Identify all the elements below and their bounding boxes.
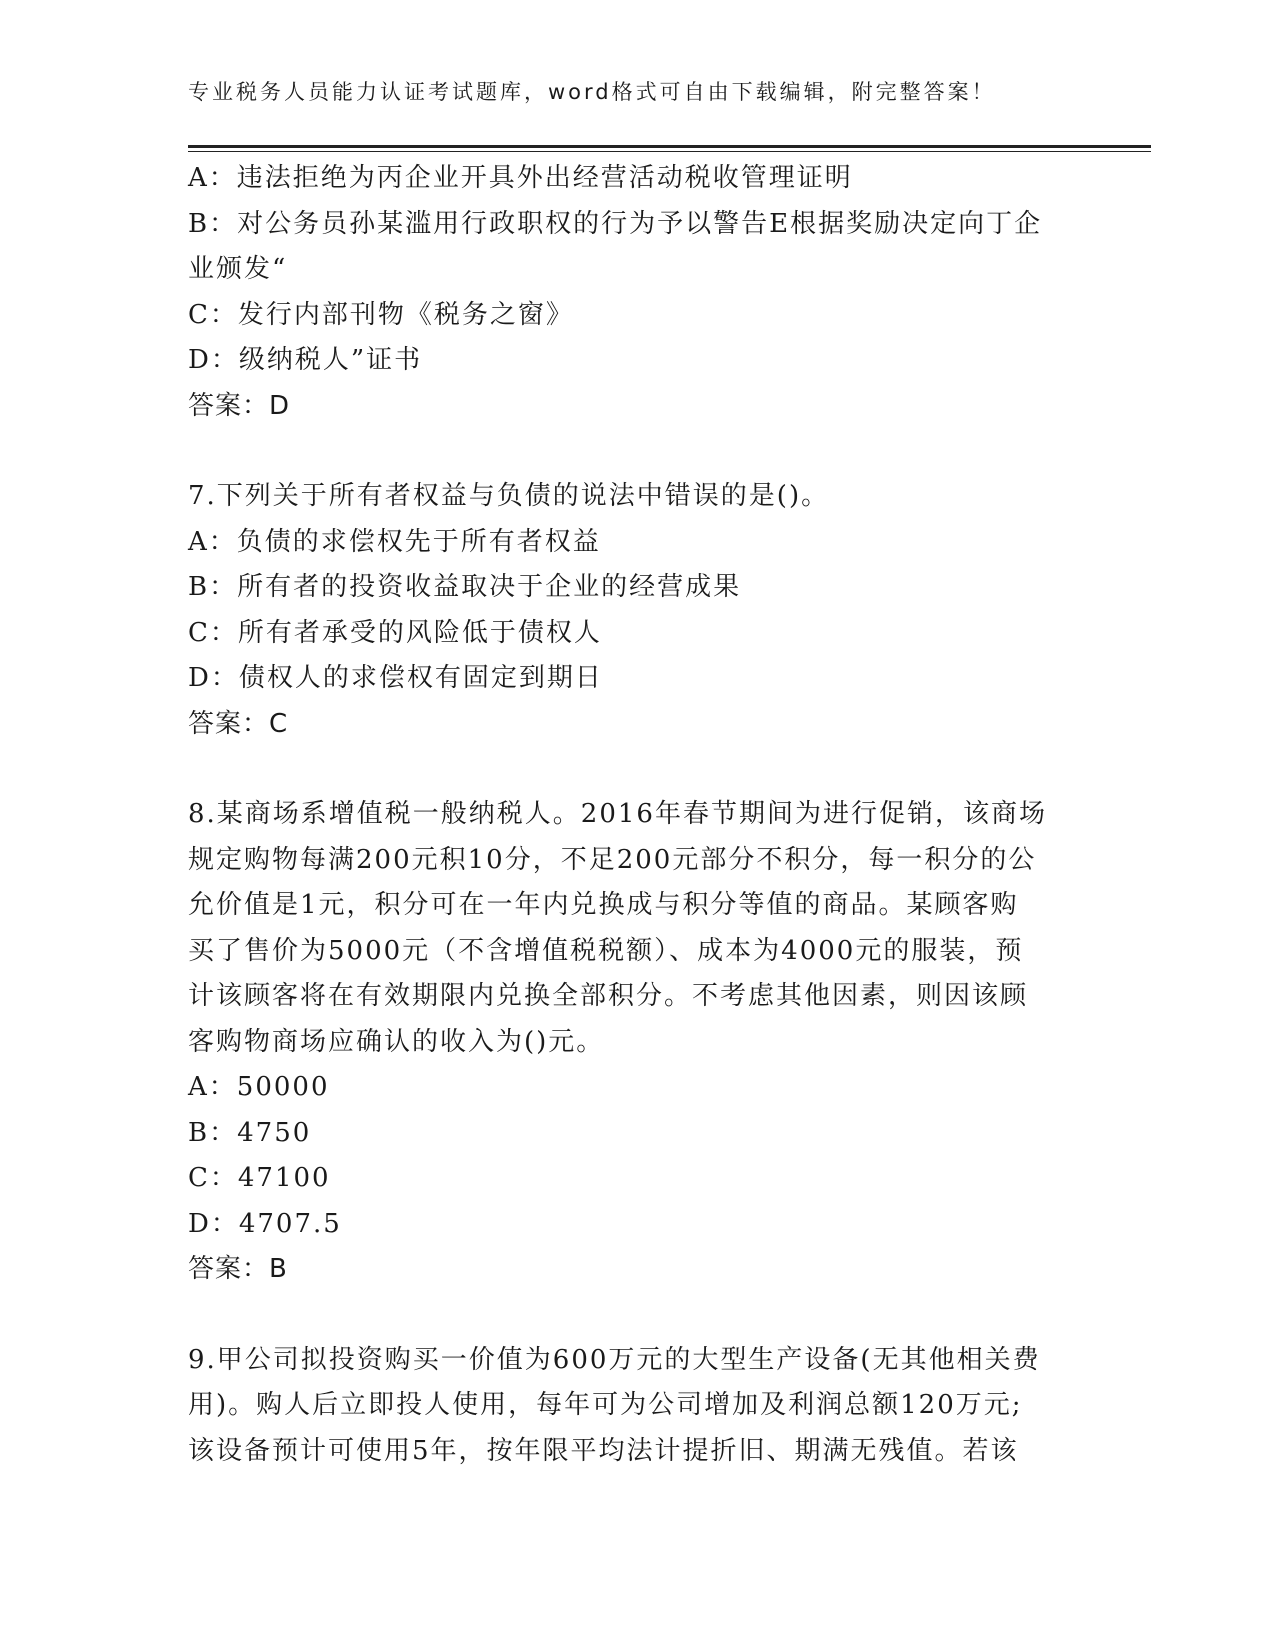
q8-option-a: A：50000 (188, 1072, 330, 1102)
q9-stem-line-1: 9.甲公司拟投资购买一价值为600万元的大型生产设备(无其他相关费 (188, 1344, 1041, 1375)
question-9 (188, 1338, 1088, 1475)
q6-option-c: C：发行内部刊物《税务之窗》 (188, 299, 574, 330)
q7-option-b: B：所有者的投资收益取决于企业的经营成果 (188, 572, 742, 602)
header-divider (188, 145, 1151, 148)
q8-option-b: B：4750 (188, 1117, 312, 1148)
q8-stem-line-6: 客购物商场应确认的收入为()元。 (188, 1026, 605, 1057)
question-6-tail (188, 156, 1088, 429)
q8-option-c: C：47100 (188, 1163, 331, 1193)
q8-stem-line-4: 买了售价为5000元（不含增值税税额）、成本为4000元的服装，预 (188, 935, 1024, 966)
q8-stem-line-5: 计该顾客将在有效期限内兑换全部积分。不考虑其他因素，则因该顾 (188, 981, 1029, 1011)
q7-stem: 7.下列关于所有者权益与负债的说法中错误的是()。 (188, 481, 830, 511)
q7-option-d: D：债权人的求偿权有固定到期日 (188, 663, 603, 693)
q9-stem-line-2: 用)。购人后立即投人使用，每年可为公司增加及利润总额120万元; (188, 1390, 1023, 1420)
q8-stem-line-2: 规定购物每满200元积10分，不足200元部分不积分，每一积分的公 (188, 844, 1037, 875)
q6-option-b: B：对公务员孙某滥用行政职权的行为予以警告E根据奖励决定向丁企 (188, 208, 1043, 239)
q6-option-d: D：级纳税人”证书 (188, 345, 423, 375)
q7-option-a: A：负债的求偿权先于所有者权益 (188, 526, 601, 557)
question-8 (188, 792, 1088, 1293)
spacer (188, 747, 1088, 792)
q6-answer: 答案：D (188, 390, 291, 421)
q8-stem-line-1: 8.某商场系增值税一般纳税人。2016年春节期间为进行促销，该商场 (188, 799, 1047, 829)
question-7 (188, 474, 1088, 747)
q8-answer: 答案：B (188, 1254, 288, 1284)
spacer (188, 1293, 1088, 1338)
q8-option-d: D：4707.5 (188, 1208, 342, 1239)
page-header-title: 专业税务人员能力认证考试题库，word格式可自由下载编辑，附完整答案！ (188, 80, 996, 104)
q7-option-c: C：所有者承受的风险低于债权人 (188, 617, 602, 648)
q6-option-a: A：违法拒绝为丙企业开具外出经营活动税收管理证明 (188, 163, 853, 193)
q7-answer: 答案：C (188, 708, 289, 739)
document-body (188, 156, 1088, 1474)
q6-option-b-continued: 业颁发“ (188, 254, 288, 284)
q9-stem-line-3: 该设备预计可使用5年，按年限平均法计提折旧、期满无残值。若该 (188, 1435, 1019, 1466)
q8-stem-line-3: 允价值是1元，积分可在一年内兑换成与积分等值的商品。某顾客购 (188, 890, 1019, 920)
spacer (188, 429, 1088, 474)
